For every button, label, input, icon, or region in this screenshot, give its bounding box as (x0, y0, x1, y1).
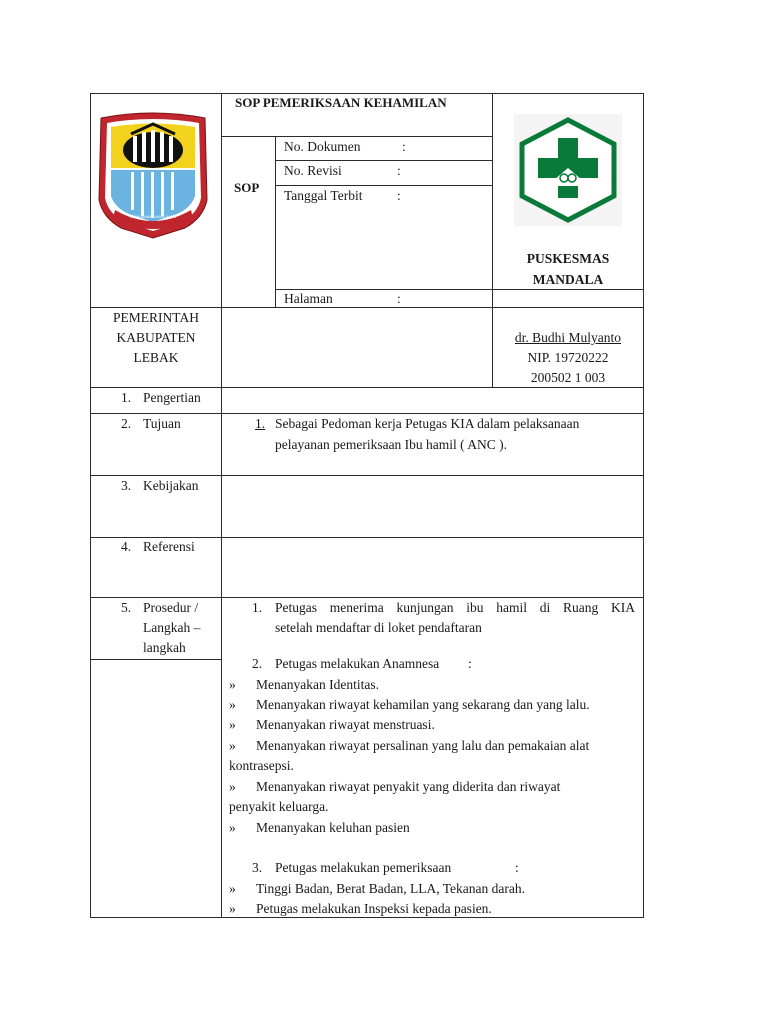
crest-motto: IMAN AMAN UMAN AMIN (129, 214, 177, 219)
field-no-revisi-label: No. Revisi (284, 163, 342, 178)
section-4-label: Referensi (143, 539, 195, 554)
step-3-colon: : (515, 860, 519, 875)
field-tanggal-terbit-label: Tanggal Terbit (284, 188, 363, 203)
section-2-num: 2. (121, 416, 132, 431)
bullet-marker: » (229, 779, 236, 794)
tujuan-line-2: pelayanan pemeriksaan Ibu hamil ( ANC ). (275, 437, 508, 452)
bullet-marker: » (229, 717, 236, 732)
org-name-line-1: PUSKESMAS (526, 251, 610, 266)
step-2-colon: : (468, 656, 472, 671)
field-no-revisi-sep: : (397, 163, 401, 178)
section-5-label-line-2: Langkah – (143, 620, 201, 635)
tujuan-num: 1. (255, 416, 266, 431)
step-3-text: Petugas melakukan pemeriksaan (275, 860, 452, 875)
pemeriksaan-item-1: Tinggi Badan, Berat Badan, LLA, Tekanan darah. (256, 881, 525, 896)
puskesmas-cross-icon (514, 114, 622, 226)
gov-line-3: LEBAK (133, 350, 179, 365)
sop-label: SOP (234, 180, 260, 195)
bullet-marker: » (229, 881, 236, 896)
field-no-dokumen-sep: : (402, 139, 406, 154)
signatory-nip-line-2: 200502 1 003 (530, 370, 606, 385)
section-1-label: Pengertian (143, 390, 201, 405)
bullet-marker: » (229, 697, 236, 712)
anamnesa-item-5-line-1: Menanyakan riwayat penyakit yang diderita dan riwayat (256, 779, 561, 794)
bullet-marker: » (229, 820, 236, 835)
section-5-label-line-3: langkah (143, 640, 186, 655)
step-1-line-2: setelah mendaftar di loket pendaftaran (275, 620, 482, 635)
anamnesa-item-4-line-1: Menanyakan riwayat persalinan yang lalu dan pemakaian alat (256, 738, 590, 753)
gov-line-1: PEMERINTAH (113, 310, 199, 325)
step-1-line-1: Petugas menerima kunjungan ibu hamil di Ruang KIA (275, 600, 635, 615)
signatory-name: dr. Budhi Mulyanto (514, 330, 622, 345)
step-3-num: 3. (252, 860, 263, 875)
gov-line-2: KABUPATEN (116, 330, 196, 345)
section-4-num: 4. (121, 539, 132, 554)
section-3-num: 3. (121, 478, 132, 493)
section-5-num: 5. (121, 600, 132, 615)
puskesmas-logo (514, 114, 622, 226)
bullet-marker: » (229, 738, 236, 753)
bullet-marker: » (229, 677, 236, 692)
section-1-num: 1. (121, 390, 132, 405)
crest-emblem-icon (95, 110, 211, 242)
regency-crest-logo (95, 110, 211, 242)
anamnesa-item-5-line-2: penyakit keluarga. (229, 799, 329, 814)
bullet-marker: » (229, 901, 236, 916)
signatory-nip-line-1: NIP. 19720222 (527, 350, 609, 365)
anamnesa-item-6: Menanyakan keluhan pasien (256, 820, 410, 835)
tujuan-line-1: Sebagai Pedoman kerja Petugas KIA dalam pelaksanaan (275, 416, 580, 431)
step-2-num: 2. (252, 656, 263, 671)
step-2-text: Petugas melakukan Anamnesa (275, 656, 440, 671)
document-title: SOP PEMERIKSAAN KEHAMILAN (235, 95, 447, 110)
field-tanggal-terbit-sep: : (397, 188, 401, 203)
field-halaman-sep: : (397, 291, 401, 306)
anamnesa-item-2: Menanyakan riwayat kehamilan yang sekarang dan yang lalu. (256, 697, 590, 712)
anamnesa-item-3: Menanyakan riwayat menstruasi. (256, 717, 435, 732)
section-2-label: Tujuan (143, 416, 181, 431)
step-1-num: 1. (252, 600, 263, 615)
anamnesa-item-1: Menanyakan Identitas. (256, 677, 379, 692)
field-halaman-label: Halaman (284, 291, 333, 306)
field-no-dokumen-label: No. Dokumen (284, 139, 361, 154)
pemeriksaan-item-2: Petugas melakukan Inspeksi kepada pasien. (256, 901, 492, 916)
section-5-label-line-1: Prosedur / (143, 600, 199, 615)
section-3-label: Kebijakan (143, 478, 199, 493)
org-name-line-2: MANDALA (532, 272, 604, 287)
anamnesa-item-4-line-2: kontrasepsi. (229, 758, 294, 773)
